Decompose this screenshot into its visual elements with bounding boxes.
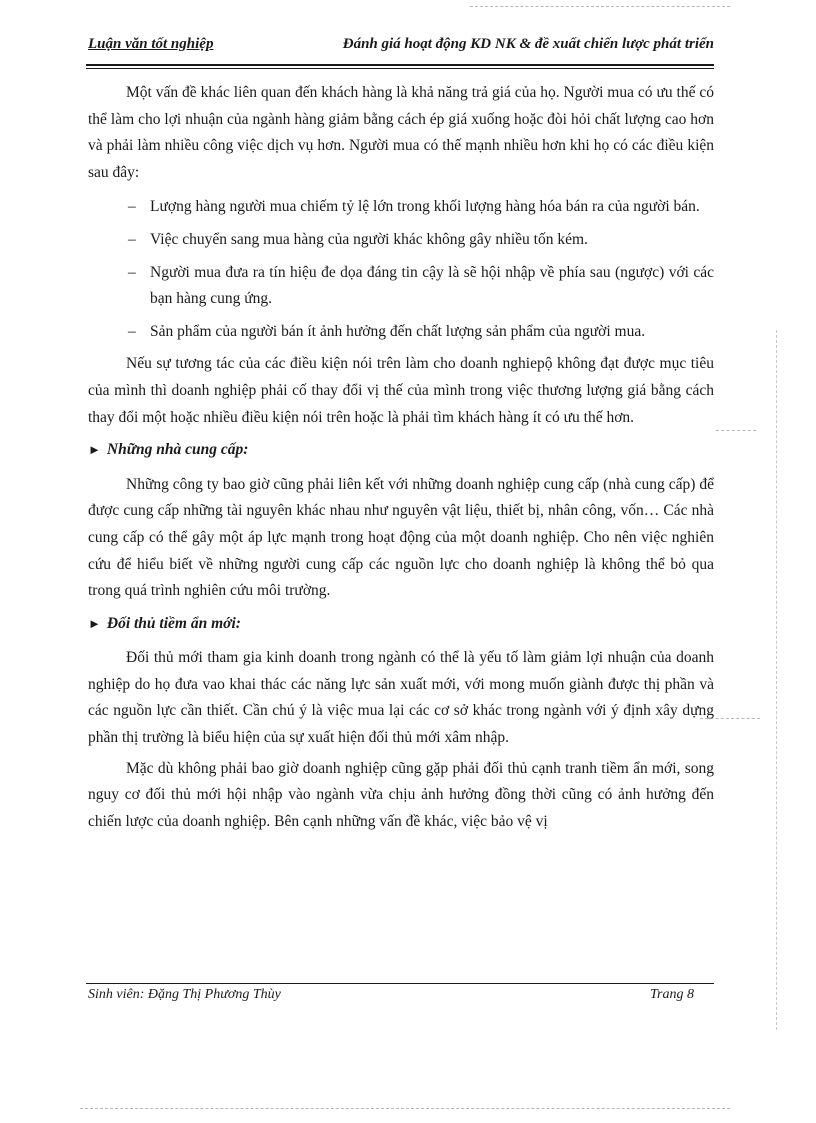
- page-footer: [88, 987, 694, 1003]
- footer-student-name: Sinh viên: Đặng Thị Phương Thùy: [88, 987, 281, 1002]
- page-header: [88, 36, 714, 53]
- bullet-text: Việc chuyển sang mua hàng của người khác không gây nhiều tốn kém.: [150, 230, 588, 248]
- header-thesis-label: Luận văn tốt nghiệp: [88, 36, 214, 52]
- triangle-bullet-icon: ►: [88, 442, 101, 458]
- bullet-item: [88, 194, 714, 221]
- section-heading-new-entrants: [88, 611, 714, 638]
- page-body: [88, 80, 714, 835]
- bullet-item: [88, 319, 714, 346]
- bullet-dash: –: [128, 230, 136, 248]
- bullet-text: Lượng hàng người mua chiếm tỷ lệ lớn trong khối lượng hàng hóa bán ra của người bán.: [150, 198, 700, 216]
- paragraph-negotiation: Nếu sự tương tác của các điều kiện nói trên làm cho doanh nghiepộ không đạt được mục tiêu của mình thì doanh nghiệp phải cố thay đổi vị thế của mình trong việc thương lượng giá bằng cách thay đổi một hoặc nhiều điều kiện nói trên hoặc là phải tìm khách hàng ít có ưu thế hơn.: [88, 355, 714, 426]
- triangle-bullet-icon: ►: [88, 615, 101, 631]
- footer-page-number: Trang 8: [650, 987, 694, 1002]
- section-heading-text: Đối thủ tiềm ẩn mới:: [106, 614, 241, 632]
- header-rule-thin: [86, 68, 714, 69]
- bullet-dash: –: [128, 263, 136, 281]
- scan-artifact-margin: [716, 430, 756, 431]
- paragraph-suppliers: Những công ty bao giờ cũng phải liên kết với những doanh nghiệp cung cấp (nhà cung cấp) để được cung cấp những tài nguyên khác nhau như nguyên vật liệu, thiết bị, nhân công, vốn… Các nhà cung cấp có thể gây một áp lực mạnh trong hoạt động của một doanh nghiệp. Cho nên việc nghiên cứu để hiểu biết về những người cung cấp các nguồn lực cho doanh nghiệp là không thể bỏ qua trong quá trình nghiên cứu môi trường.: [88, 475, 714, 600]
- header-thesis-title: Đánh giá hoạt động KD NK & đề xuất chiến lược phát triển: [342, 36, 714, 52]
- bullet-text: Sản phẩm của người bán ít ảnh hưởng đến chất lượng sản phẩm của người mua.: [150, 322, 646, 340]
- header-rule-thick: [86, 64, 714, 66]
- scan-artifact-right: [776, 330, 777, 1030]
- bullet-dash: –: [128, 322, 136, 340]
- bullet-text: Người mua đưa ra tín hiệu đe dọa đáng tin cậy là sẽ hội nhập về phía sau (ngược) với các bạn hàng cung ứng.: [150, 263, 714, 308]
- footer-rule: [86, 983, 714, 984]
- bullet-dash: –: [128, 198, 136, 216]
- bullet-item: [88, 227, 714, 254]
- paragraph-buyer-power: Một vấn đề khác liên quan đến khách hàng là khả năng trả giá của họ. Người mua có ưu thế có thể làm cho lợi nhuận của ngành hàng giảm bằng cách ép giá xuống hoặc đòi hỏi chất lượng cao hơn và phải làm nhiều công việc dịch vụ hơn. Người mua có thế mạnh nhiều hơn khi họ có các điều kiện sau đây:: [88, 84, 714, 181]
- scan-artifact-bottom: [80, 1108, 730, 1109]
- paragraph-entry-risk: Mặc dù không phải bao giờ doanh nghiệp cũng gặp phải đối thủ cạnh tranh tiềm ẩn mới, song nguy cơ đối thủ mới hội nhập vào ngành vừa chịu ảnh hưởng đồng thời cũng có ảnh hưởng đến chiến lược của doanh nghiệp. Bên cạnh những vấn đề khác, việc bảo vệ vị: [88, 759, 714, 830]
- section-heading-text: Những nhà cung cấp:: [106, 441, 249, 459]
- section-heading-suppliers: [88, 437, 714, 464]
- paragraph-new-entrants: Đối thủ mới tham gia kinh doanh trong ngành có thể là yếu tố làm giảm lợi nhuận của doanh nghiệp do họ đưa vao khai thác các năng lực sản xuất mới, với mong muốn giành được thị phần và các nguồn lực cần thiết. Cần chú ý là việc mua lại các cơ sở khác trong ngành với ý định xây dựng phần thị trường là biểu hiện của sự xuất hiện đối thủ mới xâm nhập.: [88, 649, 714, 747]
- bullet-item: [88, 260, 714, 313]
- scan-artifact-top: [470, 6, 730, 7]
